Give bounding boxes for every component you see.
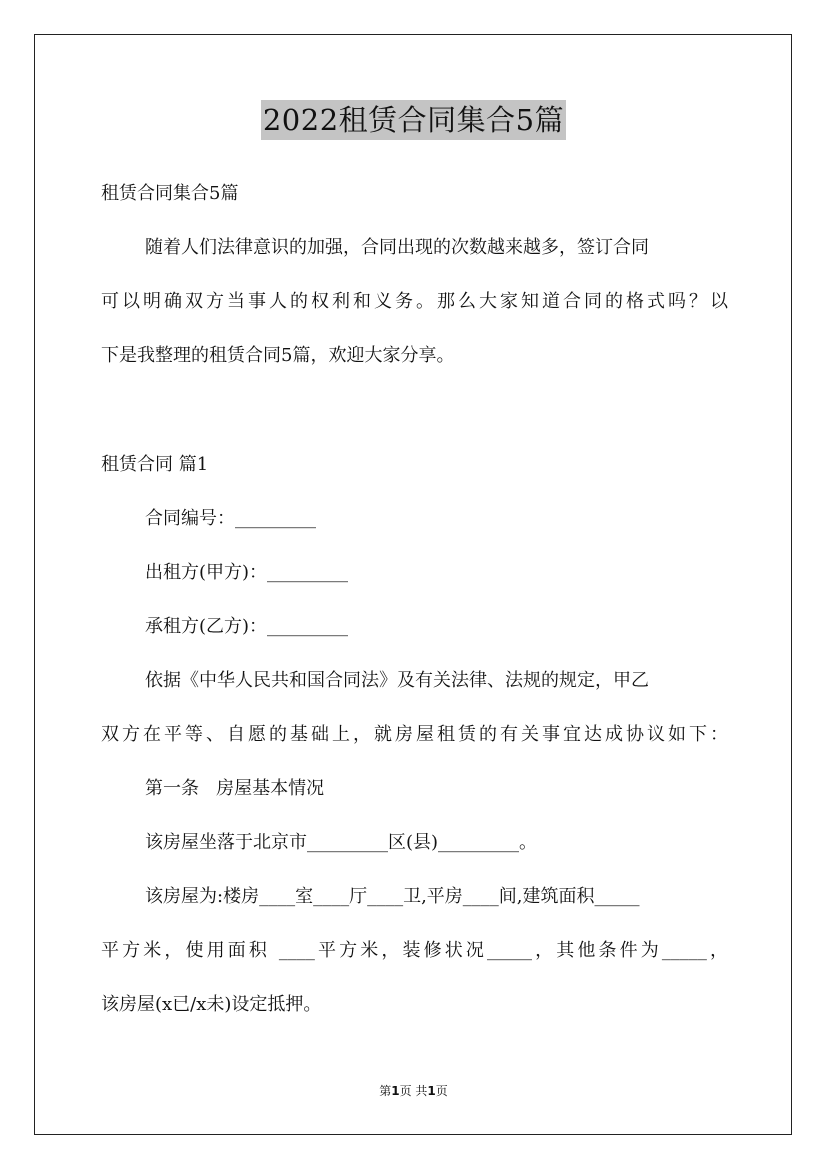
lessee-field: 承租方(乙方)：_________ <box>145 616 349 637</box>
footer-page-post: 页 <box>435 1084 448 1098</box>
intro-line-3: 下是我整理的租赁合同5篇，欢迎大家分享。 <box>101 345 455 366</box>
body-line-location: 该房屋坐落于北京市_________区(县)_________。 <box>145 832 538 853</box>
footer-page-pre: 第 <box>379 1084 392 1098</box>
body-line-1: 依据《中华人民共和国合同法》及有关法律、法规的规定，甲乙 <box>145 670 649 691</box>
body-line-house-type: 该房屋为:楼房____室____厅____卫,平房____间,建筑面积_____ <box>145 886 640 907</box>
footer-page-mid: 页 共 <box>399 1084 428 1098</box>
lessor-field: 出租方(甲方)：_________ <box>145 562 349 583</box>
document-subtitle: 租赁合同集合5篇 <box>101 183 239 204</box>
document-title: 2022租赁合同集合5篇 <box>261 100 566 140</box>
intro-line-2: 可以明确双方当事人的权利和义务。那么大家知道合同的格式吗？以 <box>101 291 728 312</box>
section-heading: 租赁合同 篇1 <box>101 454 209 475</box>
contract-number-field: 合同编号：_________ <box>145 508 316 529</box>
footer-page-total: 1 <box>427 1084 436 1098</box>
body-line-2: 双方在平等、自愿的基础上，就房屋租赁的有关事宜达成协议如下： <box>101 724 728 745</box>
footer-page-current: 1 <box>391 1084 400 1098</box>
title-container <box>0 100 827 140</box>
page-footer <box>0 1083 827 1099</box>
article-one-heading: 第一条 房屋基本情况 <box>145 778 325 799</box>
body-line-area: 平方米，使用面积 ____平方米，装修状况_____，其他条件为_____， <box>101 940 728 961</box>
body-line-mortgage: 该房屋(x已/x未)设定抵押。 <box>101 994 322 1015</box>
intro-line-1: 随着人们法律意识的加强，合同出现的次数越来越多，签订合同 <box>145 237 649 258</box>
